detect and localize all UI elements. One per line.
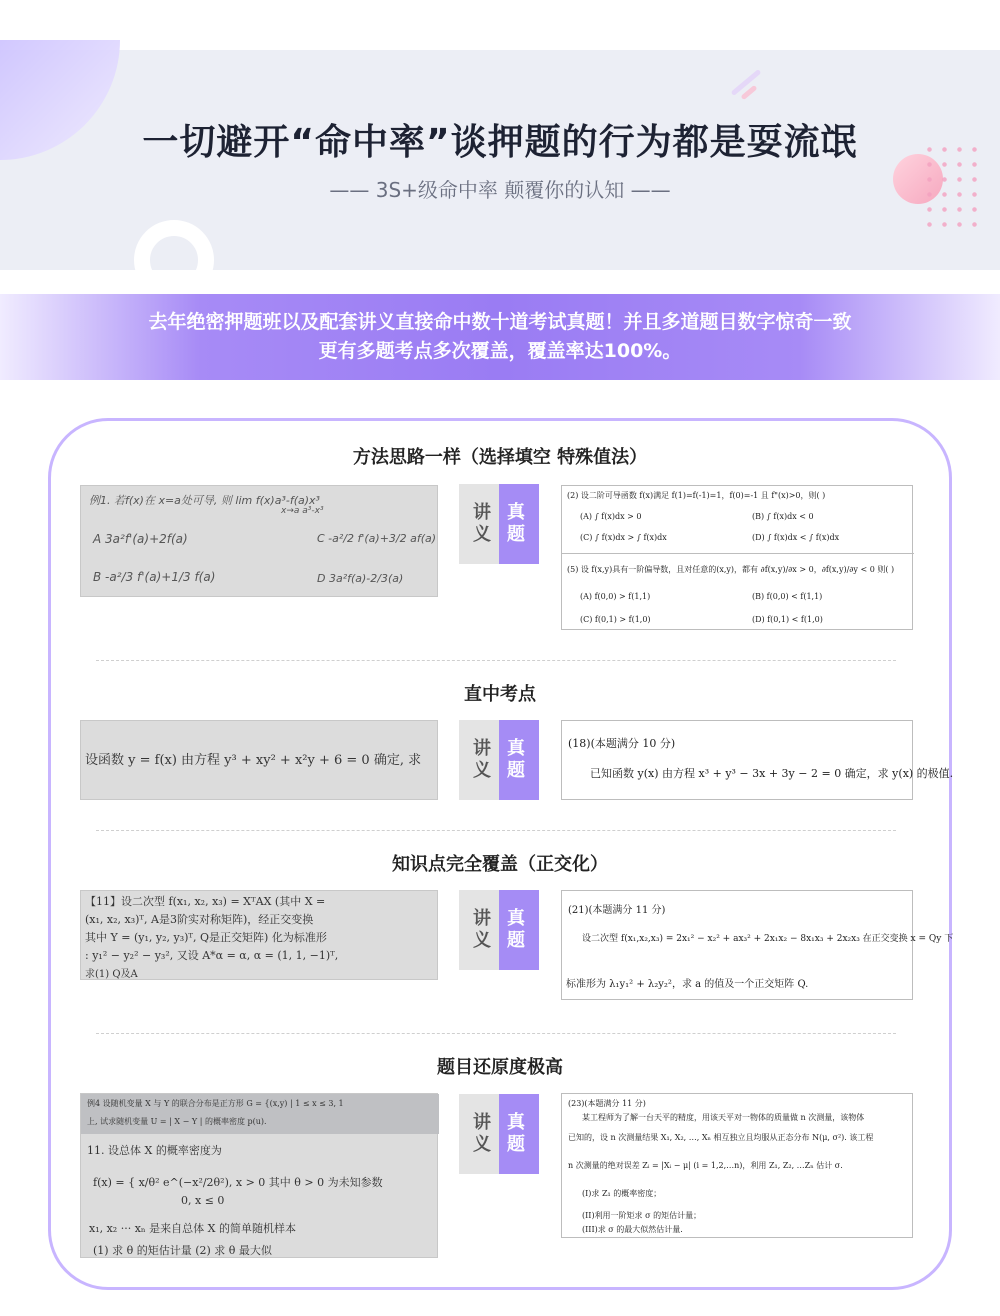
section-title: 题目还原度极高 [437,1057,563,1078]
exam-question-image: (2) 设二阶可导函数 f(x)满足 f(1)=f(-1)=1，f(0)=-1 且 f"(x)>0，则( ) (A) ∫ f(x)dx > 0 (B) ∫ f(x)dx < 0 (C) ∫ f(x)dx > ∫ f(x)dx (D) ∫ f(x)dx < ∫ f(x)dx (5) 设 f(x,y)具有一阶偏导数，且对任意的(x,y)，都有 ∂f(x,y)/∂x > 0，∂f(x,y)/∂y < 0 则( ) (A) f(0,0) > f(1,1) (B) f(0,0) < f(1,1) (C) f(0,1) > f(1,0) (D) f(0,1) < f(1,0) [561,485,913,630]
section-title: 直中考点 [464,684,536,705]
exam-question-image: (23)(本题满分 11 分) 某工程师为了解一台天平的精度，用该天平对一物体的质量做 n 次测量，该物体 已知的，设 n 次测量结果 X₁, X₂, …, Xₙ 相互独立且均服从正态分布 N(μ, σ²). 该工程 n 次测量的绝对误差 Zᵢ = |Xᵢ − μ| (i = 1,2,…n)，利用 Z₁, Z₂, …Zₙ 估计 σ. (I)求 Z₁ 的概率密度； (II)利用一阶矩求 σ 的矩估计量； (III)求 σ 的最大似然估计量. [561,1093,913,1238]
page-subtitle: —— 3S+级命中率 颠覆你的认知 —— [329,178,671,202]
ribbon-line-2: 更有多题考点多次覆盖，覆盖率达100%。 [318,340,682,362]
page-title: 一切避开“命中率”谈押题的行为都是耍流氓 [142,122,858,163]
section-divider [96,660,896,661]
decor-ring [134,220,214,300]
lecture-scan-image: 【11】设二次型 f(x₁, x₂, x₃) = XᵀAX (其中 X = (x₁, x₂, x₃)ᵀ, A是3阶实对称矩阵)，经正交变换 其中 Y = (y₁, y₂, y₃)ᵀ, Q是正交矩阵) 化为标准形 : y₁² − y₂² − y₃², 又设 A*α = α, α = (1, 1, −1)ᵀ, 求(1) Q及A [80,890,438,980]
lecture-vs-exam-badge: 讲 义 真 题 [459,484,539,564]
promo-ribbon [0,294,1000,380]
lecture-scan-image: 设函数 y = f(x) 由方程 y³ + xy² + x²y + 6 = 0 确定, 求 [80,720,438,800]
lecture-vs-exam-badge: 讲 义 真 题 [459,1094,539,1174]
section-title: 方法思路一样（选择填空 特殊值法） [352,447,648,468]
exam-question-image: (21)(本题满分 11 分) 设二次型 f(x₁,x₂,x₃) = 2x₁² − x₂² + ax₃² + 2x₁x₂ − 8x₁x₃ + 2x₂x₃ 在正交变换 x = Qy 下 标准形为 λ₁y₁² + λ₂y₂²，求 a 的值及一个正交矩阵 Q. [561,890,913,1000]
ribbon-line-1: 去年绝密押题班以及配套讲义直接命中数十道考试真题！并且多道题目数字惊奇一致 [148,311,852,333]
lecture-scan-image: 例1. 若f(x)在 x=a处可导, 则 lim f(x)a³-f(a)x³ x→a a³-x³ A 3a²f'(a)+2f(a) C -a²/2 f'(a)+3/2 af(a) B -a²/3 f'(a)+1/3 f(a) D 3a²f(a)-2/3(a) [80,485,438,597]
section-divider [96,1033,896,1034]
hero-banner [0,50,1000,270]
exam-question-image: (18)(本题满分 10 分) 已知函数 y(x) 由方程 x³ + y³ − 3x + 3y − 2 = 0 确定，求 y(x) 的极值. [561,720,913,800]
lecture-vs-exam-badge: 讲 义 真 题 [459,720,539,800]
section-divider [96,830,896,831]
lecture-vs-exam-badge: 讲 义 真 题 [459,890,539,970]
section-title: 知识点完全覆盖（正交化） [392,854,608,875]
lecture-scan-image: 例4 设随机变量 X 与 Y 的联合分布是正方形 G = {(x,y) | 1 ≤ x ≤ 3, 1 上, 试求随机变量 U = | X − Y | 的概率密度 p(u). 11. 设总体 X 的概率密度为 f(x) = { x/θ² e^(−x²/2θ²), x > 0 其中 θ > 0 为未知参数 0, x ≤ 0 x₁, x₂ ··· xₙ 是来自总体 X 的简单随机样本 (1) 求 θ 的矩估计量 (2) 求 θ 最大似 [80,1093,438,1258]
